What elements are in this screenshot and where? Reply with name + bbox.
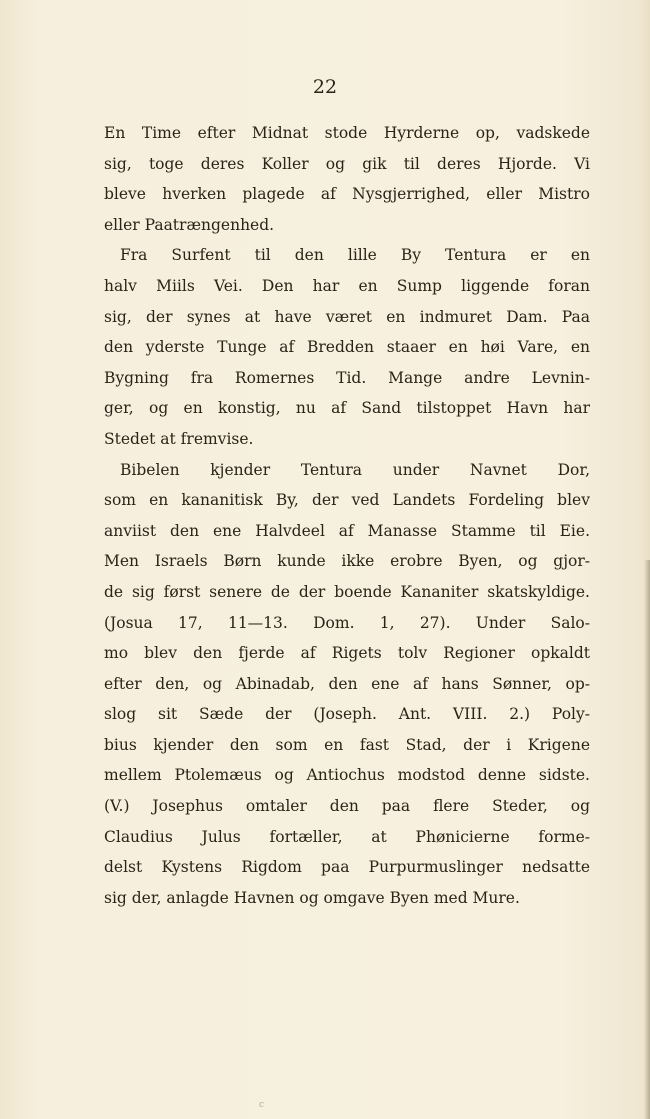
text-line: slog sit Sæde der (Joseph. Ant. VIII. 2.) Poly-	[104, 705, 590, 724]
text-line: den yderste Tunge af Bredden staaer en høi Vare, en	[104, 338, 590, 357]
text-line: En Time efter Midnat stode Hyrderne op, vadskede	[104, 124, 590, 142]
text-line: de sig først senere de der boende Kananiter skatskyldige.	[104, 582, 590, 601]
text-line: eller Paatrængenhed.	[104, 215, 275, 234]
text-line: ger, og en konstig, nu af Sand tilstoppet Havn har	[104, 399, 590, 418]
page-number: 22	[312, 76, 338, 98]
text-line: sig der, anlagde Havnen og omgave Byen med Mure.	[104, 888, 520, 907]
text-line: sig, der synes at have været en indmuret Dam. Paa	[104, 307, 590, 326]
text-line: Stedet at fremvise.	[104, 429, 254, 448]
text-line: Men Israels Børn kunde ikke erobre Byen, og gjor-	[104, 552, 590, 571]
text-line: Bygning fra Romernes Tid. Mange andre Levnin-	[104, 368, 590, 387]
page-edge-shadow	[644, 560, 650, 1119]
text-line: bius kjender den som en fast Stad, der i Krigene	[104, 735, 590, 754]
paragraph-start-line: Bibelen kjender Tentura under Navnet Dor,	[120, 460, 590, 479]
text-line: anviist den ene Halvdeel af Manasse Stamme til Eie.	[104, 521, 590, 540]
text-line: (Josua 17, 11—13. Dom. 1, 27). Under Salo-	[104, 613, 590, 632]
text-line: bleve hverken plagede af Nysgjerrighed, eller Mistro	[104, 185, 590, 204]
text-line: sig, toge deres Koller og gik til deres Hjorde. Vi	[104, 154, 590, 173]
paragraph-start-line: Fra Surfent til den lille By Tentura er en	[120, 246, 590, 265]
text-line: mellem Ptolemæus og Antiochus modstod denne sidste.	[104, 766, 590, 785]
text-line: som en kananitisk By, der ved Landets Fordeling blev	[104, 491, 590, 510]
text-line: delst Kystens Rigdom paa Purpurmuslinger nedsatte	[104, 858, 590, 877]
text-line: halv Miils Vei. Den har en Sump liggende foran	[104, 276, 590, 295]
text-line: Claudius Julus fortæller, at Phønicierne forme-	[104, 827, 590, 846]
body-text	[104, 118, 590, 913]
stray-print-mark: c	[259, 1100, 265, 1110]
text-line: efter den, og Abinadab, den ene af hans Sønner, op-	[104, 674, 590, 693]
text-line: mo blev den fjerde af Rigets tolv Regioner opkaldt	[104, 644, 590, 663]
text-line: (V.) Josephus omtaler den paa flere Steder, og	[104, 797, 590, 816]
